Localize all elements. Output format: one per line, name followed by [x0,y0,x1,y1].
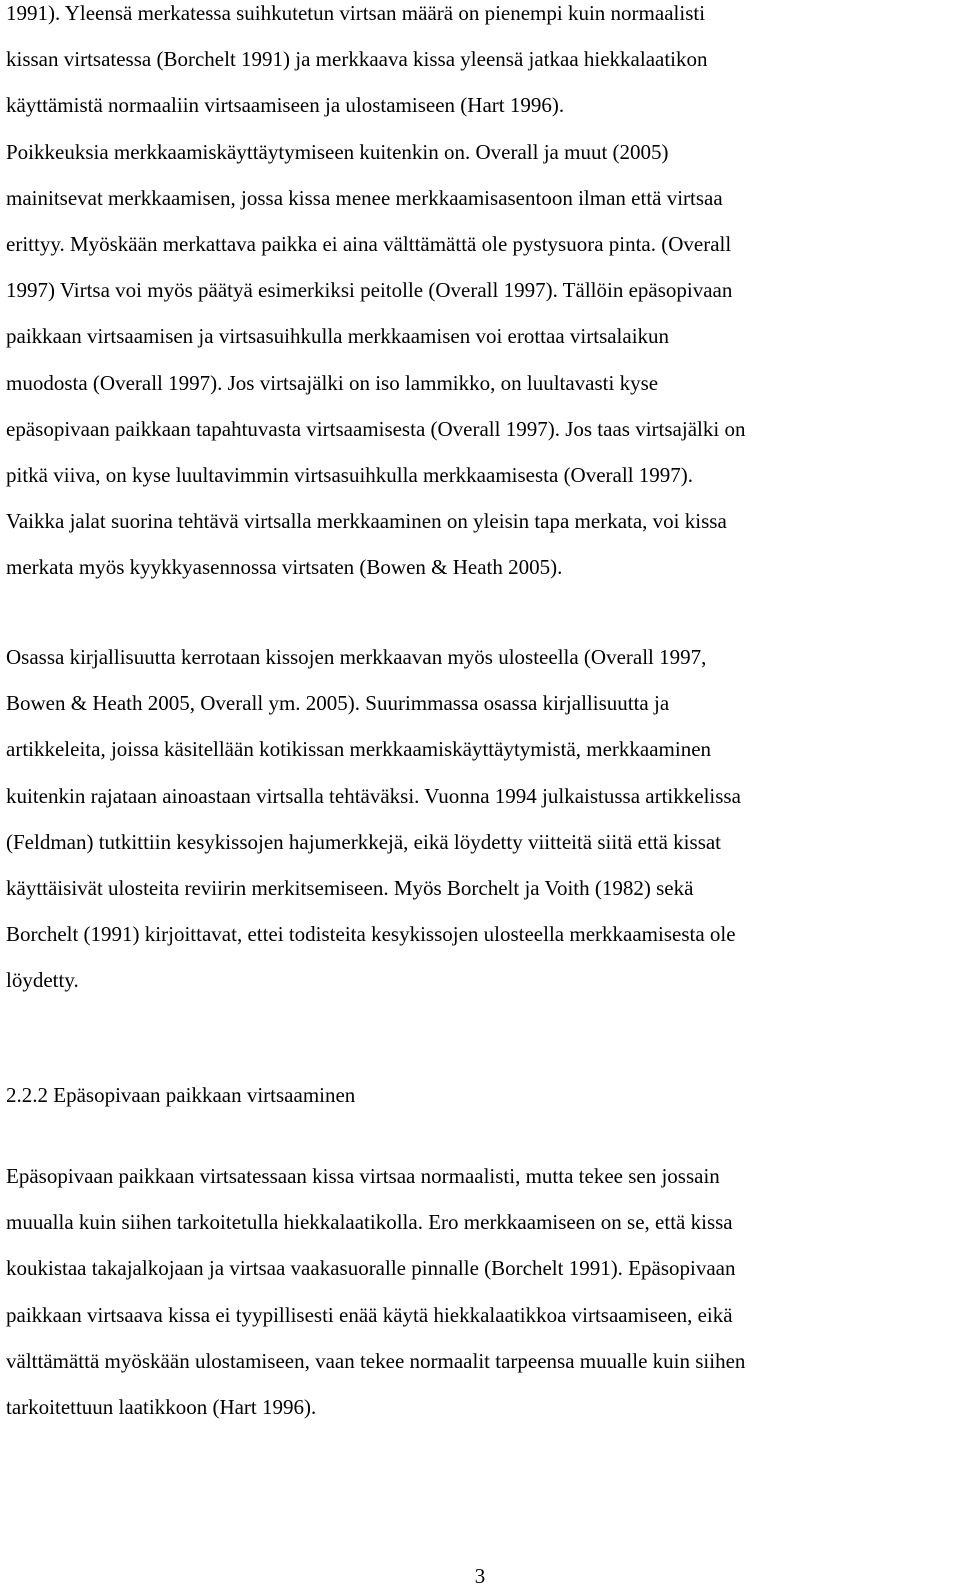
text-line: merkata myös kyykkyasennossa virtsaten (Bowen & Heath 2005). [6,555,563,580]
text-line: 1997) Virtsa voi myös päätyä esimerkiksi peitolle (Overall 1997). Tällöin epäsopivaan [6,278,733,303]
text-line: kuitenkin rajataan ainoastaan virtsalla tehtäväksi. Vuonna 1994 julkaistussa artikkelissa [6,783,741,808]
text-line: löydetty. [6,968,79,993]
text-line: Vaikka jalat suorina tehtävä virtsalla merkkaaminen on yleisin tapa merkata, voi kissa [6,509,727,534]
body-paragraph [6,0,946,590]
text-line: tarkoitettuun laatikkoon (Hart 1996). [6,1394,317,1419]
text-line: Borchelt (1991) kirjoittavat, ettei todisteita kesykissojen ulosteella merkkaamisesta ole [6,922,736,947]
text-line: pitkä viiva, on kyse luultavimmin virtsasuihkulla merkkaamisesta (Overall 1997). [6,462,694,487]
text-line: välttämättä myöskään ulostamiseen, vaan tekee normaalit tarpeensa muualle kuin siihen [6,1348,746,1373]
text-line: 1991). Yleensä merkatessa suihkutetun virtsan määrä on pienempi kuin normaalisti [6,1,706,25]
text-line: artikkeleita, joissa käsitellään kotikissan merkkaamiskäyttäytymistä, merkkaaminen [6,737,712,762]
body-paragraph [6,1153,946,1430]
text-line: erittyy. Myöskään merkattava paikka ei aina välttämättä ole pystysuora pinta. (Overall [6,231,732,256]
text-line: käyttäisivät ulosteita reviirin merkitsemiseen. Myös Borchelt ja Voith (1982) sekä [6,875,694,900]
body-paragraph [6,634,946,1004]
text-line: Osassa kirjallisuutta kerrotaan kissojen merkkaavan myös ulosteella (Overall 1997, [6,645,707,669]
text-line: Epäsopivaan paikkaan virtsatessaan kissa virtsaa normaalisti, mutta tekee sen jossain [6,1164,720,1188]
text-line: koukistaa takajalkojaan ja virtsaa vaakasuoralle pinnalle (Borchelt 1991). Epäsopivaan [6,1256,736,1281]
text-line: paikkaan virtsaava kissa ei tyypillisesti enää käytä hiekkalaatikkoa virtsaamiseen, eikä [6,1302,733,1327]
text-line: muualla kuin siihen tarkoitetulla hiekkalaatikolla. Ero merkkaamiseen on se, että kissa [6,1210,733,1235]
text-line: Poikkeuksia merkkaamiskäyttäytymiseen kuitenkin on. Overall ja muut (2005) [6,139,669,164]
text-line: muodosta (Overall 1997). Jos virtsajälki on iso lammikko, on luultavasti kyse [6,370,659,395]
text-line: käyttämistä normaaliin virtsaamiseen ja ulostamiseen (Hart 1996). [6,93,565,118]
text-line: Bowen & Heath 2005, Overall ym. 2005). Suurimmassa osassa kirjallisuutta ja [6,691,670,716]
page-number: 3 [474,1564,486,1588]
text-line: paikkaan virtsaamisen ja virtsasuihkulla merkkaamisen voi erottaa virtsalaikun [6,324,670,349]
text-line: epäsopivaan paikkaan tapahtuvasta virtsaamisesta (Overall 1997). Jos taas virtsajälki on [6,416,746,441]
text-line: mainitsevat merkkaamisen, jossa kissa menee merkkaamisasentoon ilman että virtsaa [6,185,723,210]
section-heading: 2.2.2 Epäsopivaan paikkaan virtsaaminen [6,1083,356,1107]
text-line: (Feldman) tutkittiin kesykissojen hajumerkkejä, eikä löydetty viitteitä siitä että kissat [6,829,722,854]
text-line: kissan virtsatessa (Borchelt 1991) ja merkkaava kissa yleensä jatkaa hiekkalaatikon [6,47,708,72]
